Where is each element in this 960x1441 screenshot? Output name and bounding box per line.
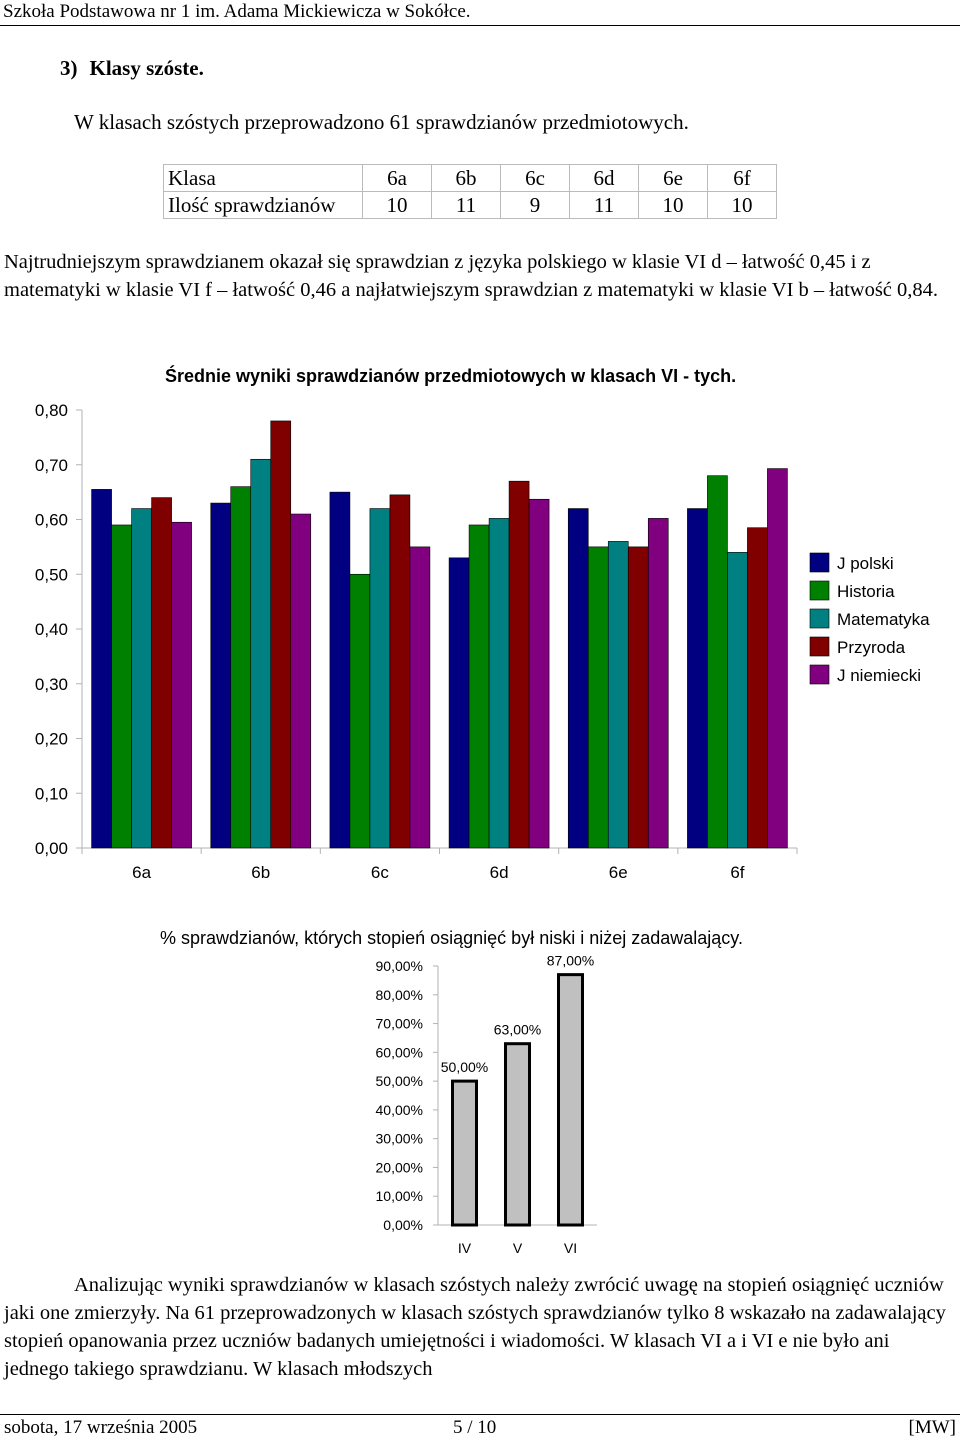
legend-label: Przyroda: [837, 638, 906, 657]
table-cell: 6c: [501, 165, 570, 192]
table-row: [164, 192, 777, 219]
table-cell: 6a: [363, 165, 432, 192]
bar: [390, 495, 410, 848]
y-tick-label: 10,00%: [375, 1188, 423, 1205]
bar: [330, 492, 350, 848]
bar: [132, 509, 152, 848]
y-tick-label: 0,50: [34, 565, 68, 585]
table-cell: 6e: [639, 165, 708, 192]
y-tick-label: 0,00: [34, 839, 68, 858]
table-cell: 10: [363, 192, 432, 219]
bar: [231, 487, 251, 848]
table-cell: 9: [501, 192, 570, 219]
x-tick-label: 6a: [132, 863, 152, 882]
average-results-bar-chart: [0, 380, 960, 900]
bar: [568, 509, 588, 848]
chart1-title: Średnie wyniki sprawdzianów przedmiotowych w klasach VI - tych.: [165, 366, 737, 386]
table-cell: 6d: [570, 165, 639, 192]
legend-swatch: [810, 581, 829, 600]
table-cell: 10: [639, 192, 708, 219]
x-tick-label: 6e: [608, 863, 628, 882]
section-number: 3): [60, 56, 78, 80]
legend-swatch: [810, 637, 829, 656]
legend-swatch: [810, 553, 829, 572]
y-tick-label: 0,10: [34, 784, 68, 804]
table-cell: Ilość sprawdzianów: [164, 192, 363, 219]
y-tick-label: 0,60: [34, 510, 68, 530]
bar: [271, 421, 291, 848]
y-tick-label: 70,00%: [375, 1015, 423, 1032]
page-header: Szkoła Podstawowa nr 1 im. Adama Mickiewicza w Sokółce.: [0, 0, 960, 26]
data-label: 87,00%: [546, 952, 595, 969]
x-tick-label: 6b: [251, 863, 271, 882]
table-cell: 11: [432, 192, 501, 219]
bar: [506, 1044, 530, 1225]
y-tick-label: 0,70: [34, 455, 68, 475]
legend-label: J niemiecki: [837, 666, 922, 685]
x-tick-label: 6c: [370, 863, 389, 882]
bar: [469, 525, 489, 848]
bar: [370, 509, 390, 848]
y-tick-label: 0,30: [34, 674, 68, 694]
bar: [172, 522, 192, 848]
data-label: 63,00%: [493, 1021, 542, 1038]
bar: [152, 498, 172, 848]
intro-text: W klasach szóstych przeprowadzono 61 sprawdzianów przedmiotowych.: [74, 110, 689, 134]
bar: [727, 552, 747, 848]
bar: [608, 541, 628, 848]
bar: [92, 489, 112, 848]
y-tick-label: 80,00%: [375, 986, 423, 1003]
bar: [628, 547, 648, 848]
table-cell: 10: [708, 192, 777, 219]
y-tick-label: 90,00%: [375, 958, 423, 974]
bar: [529, 499, 549, 848]
x-tick-label: V: [512, 1240, 523, 1256]
y-tick-label: 40,00%: [375, 1101, 423, 1118]
bar: [747, 528, 767, 848]
y-tick-label: 60,00%: [375, 1044, 423, 1061]
bar: [449, 558, 469, 848]
low-results-percent-bar-chart: [0, 950, 960, 1260]
chart2-title: % sprawdzianów, których stopień osiągnięć był niski i niżej zadawalający.: [160, 928, 743, 948]
bar: [509, 481, 529, 848]
bar: [767, 469, 787, 848]
table-cell: 6f: [708, 165, 777, 192]
section-title-text: Klasy szóste.: [89, 56, 204, 80]
bar: [291, 514, 311, 848]
bar: [211, 503, 231, 848]
table-header-row: [164, 165, 777, 192]
legend-swatch: [810, 609, 829, 628]
class-test-count-table: [163, 164, 777, 219]
bar: [112, 525, 132, 848]
table-cell: 11: [570, 192, 639, 219]
x-tick-label: VI: [563, 1240, 578, 1256]
table-cell: 6b: [432, 165, 501, 192]
footer-page-number: 5 / 10: [453, 1417, 497, 1438]
y-tick-label: 30,00%: [375, 1130, 423, 1147]
y-tick-label: 0,20: [34, 729, 68, 749]
footer-author: [MW]: [908, 1417, 956, 1438]
bar: [707, 476, 727, 848]
footer-date: sobota, 17 września 2005: [4, 1417, 198, 1438]
paragraph-analysis: Analizując wyniki sprawdzianów w klasach szóstych należy zwrócić uwagę na stopień osiągnięć uczniów jaki one zmierzyły. Na 61 przeprowadzonych w klasach szóstych sprawdzianów tylko 8 wskazało na zadawalający stopień opanowania przez uczniów badanych umiejętności i wiadomości. W klasach VI a i VI e nie było ani jednego takiego sprawdzianu. W klasach młodszych: [4, 1274, 946, 1380]
x-tick-label: IV: [457, 1240, 472, 1256]
y-tick-label: 0,80: [34, 401, 68, 420]
bar: [251, 459, 271, 848]
bar: [588, 547, 608, 848]
bar: [687, 509, 707, 848]
bar: [489, 518, 509, 848]
y-tick-label: 0,40: [34, 620, 68, 639]
legend-label: Matematyka: [837, 610, 930, 629]
bar: [559, 975, 583, 1225]
legend-label: Historia: [837, 582, 895, 601]
table-cell: Klasa: [164, 165, 363, 192]
bar: [453, 1081, 477, 1225]
bar: [648, 518, 668, 848]
legend-swatch: [810, 665, 829, 684]
data-label: 50,00%: [440, 1059, 489, 1076]
page-footer: [0, 1414, 960, 1441]
y-tick-label: 0,00%: [383, 1217, 423, 1233]
y-tick-label: 50,00%: [375, 1073, 423, 1090]
y-tick-label: 20,00%: [375, 1159, 423, 1176]
bar: [410, 547, 430, 848]
section-title: [60, 56, 204, 81]
bar: [350, 574, 370, 848]
x-tick-label: 6f: [730, 863, 745, 882]
paragraph-difficulty: Najtrudniejszym sprawdzianem okazał się sprawdzian z języka polskiego w klasie VI d – łatwość 0,45 i z matematyki w klasie VI f – łatwość 0,46 a najłatwiejszym sprawdzian z matematyki w klasie VI b – łatwość 0,84.: [4, 251, 939, 301]
legend-label: J polski: [837, 554, 894, 573]
x-tick-label: 6d: [489, 863, 509, 882]
